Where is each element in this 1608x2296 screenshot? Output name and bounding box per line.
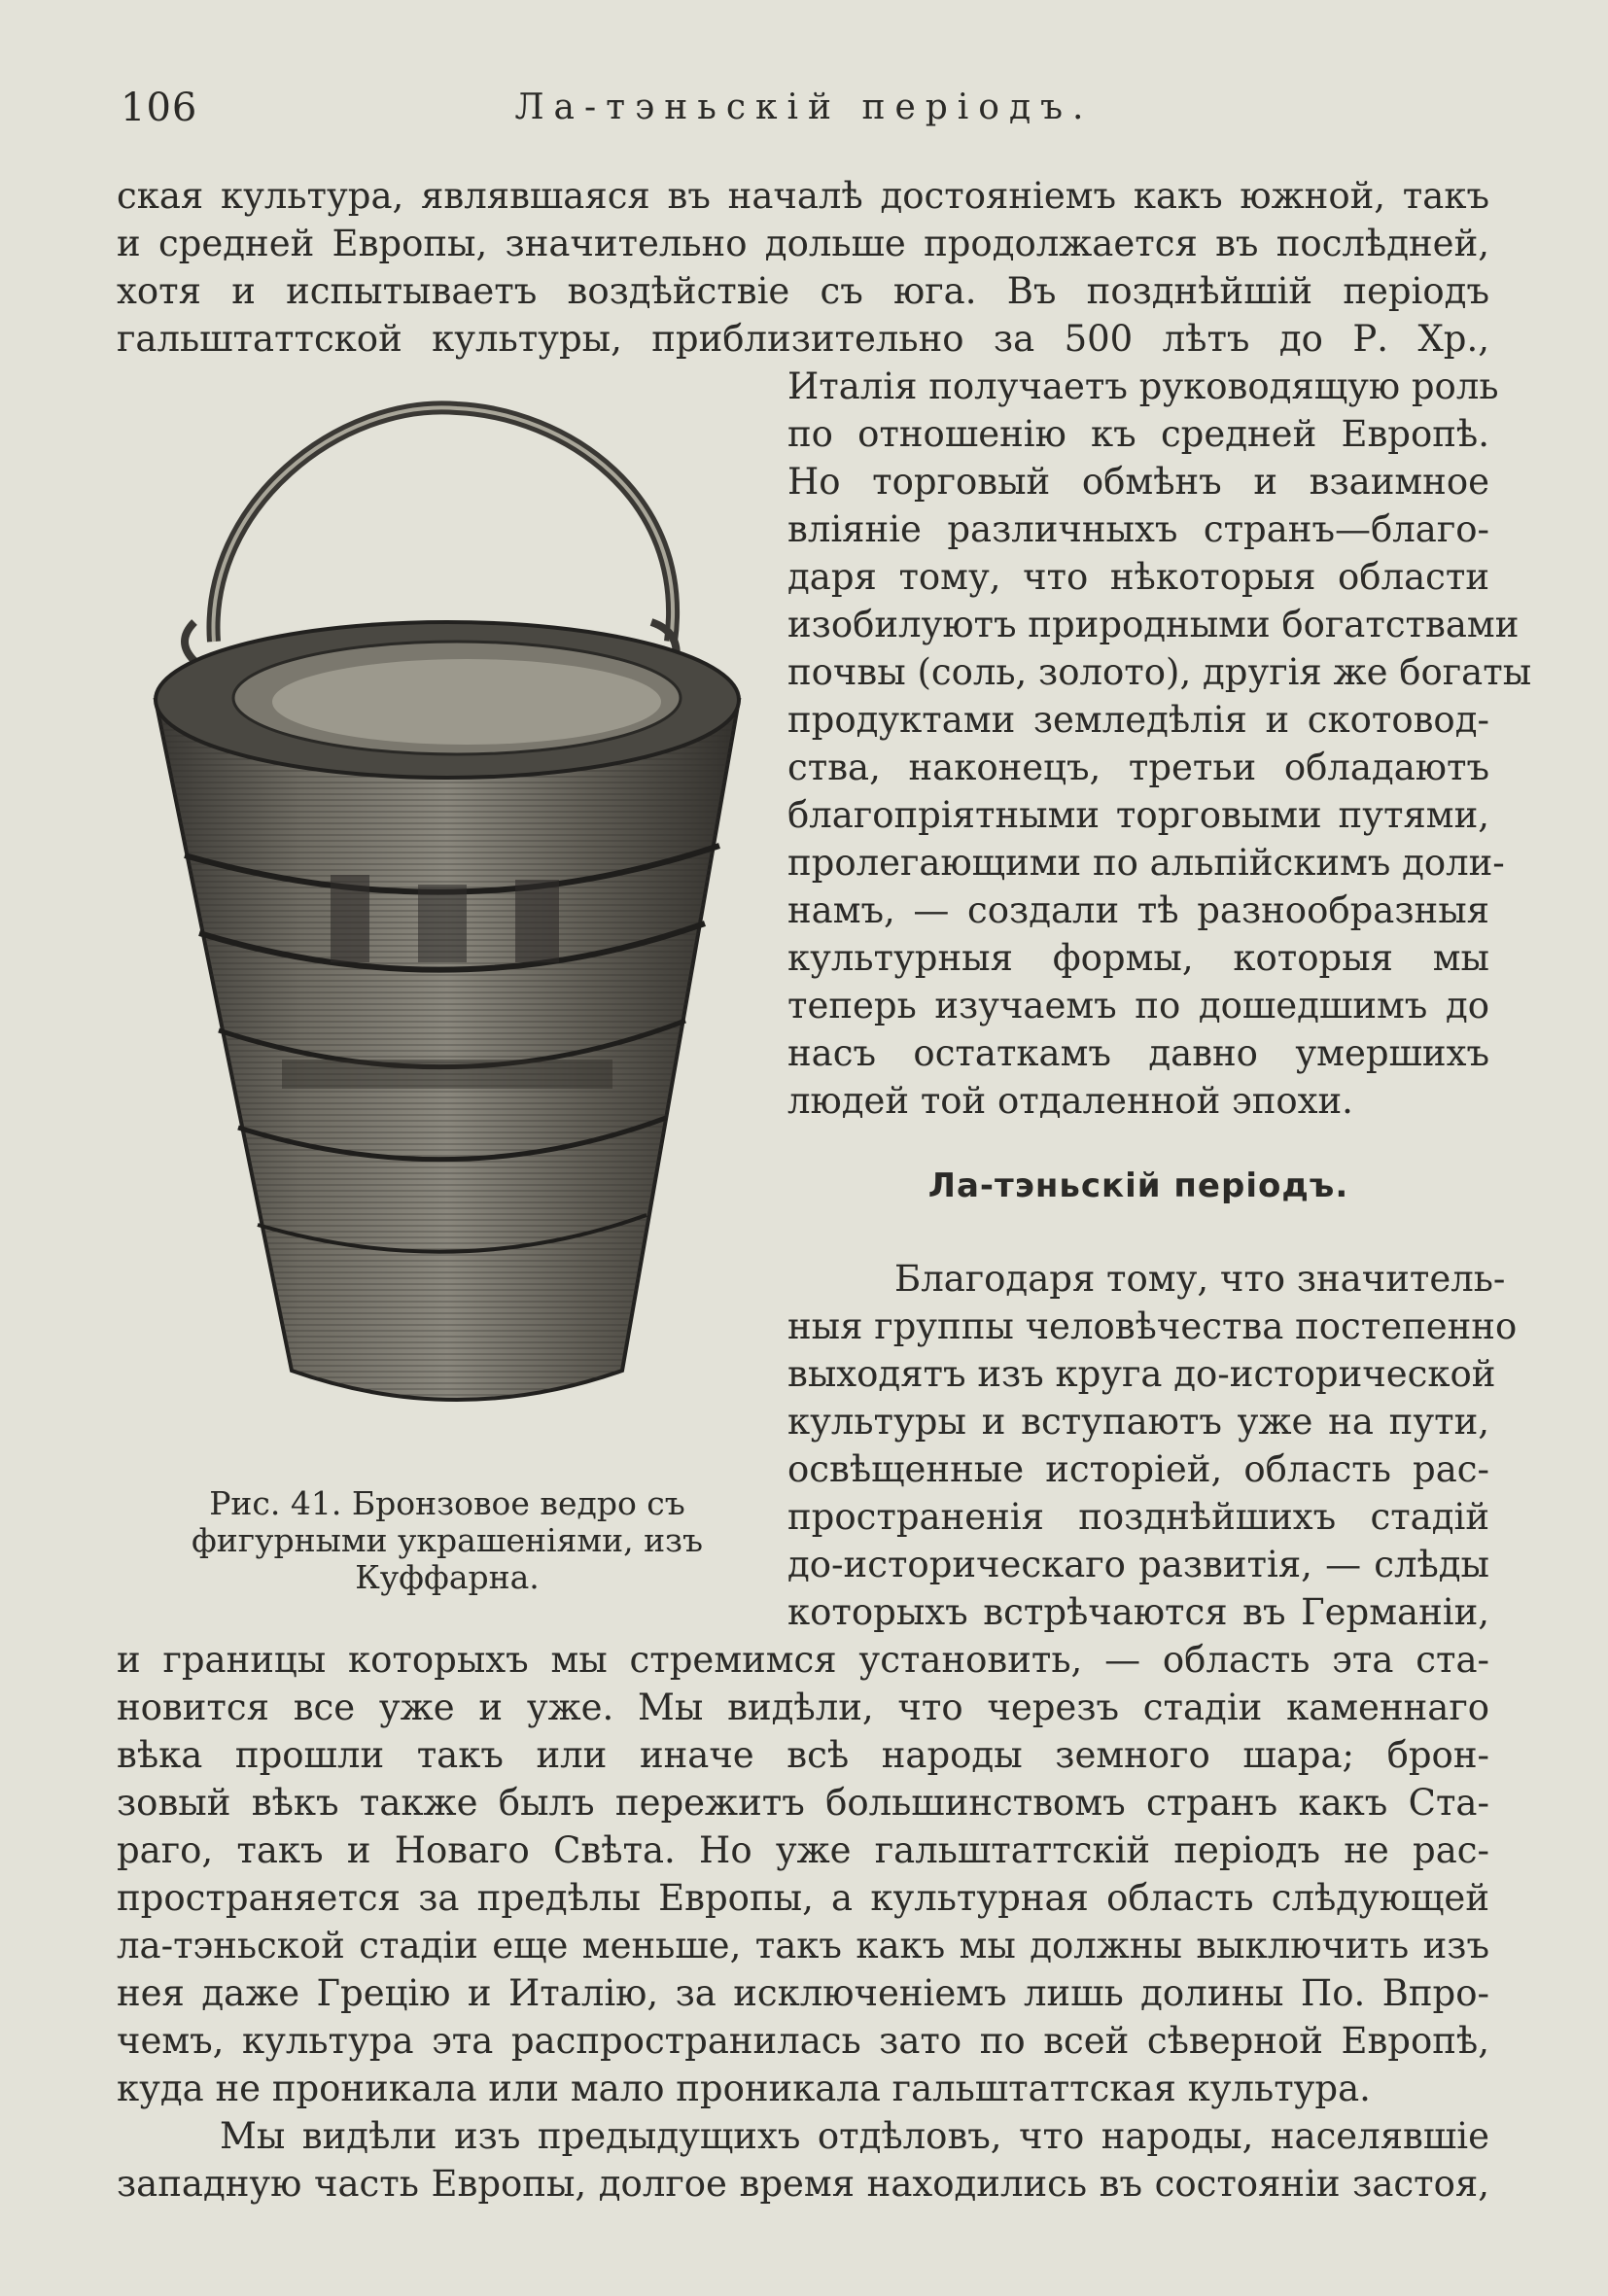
text-line: теперь изучаемъ по дошедшимъ до [787, 985, 1489, 1026]
text-line: и границы которыхъ мы стремимся установить, — область эта ста- [117, 1639, 1489, 1681]
text-line: и средней Европы, значительно дольше продолжается въ послѣдней, [117, 223, 1489, 264]
text-line: продуктами земледѣлія и скотовод- [787, 699, 1489, 741]
text-line: по отношенію къ средней Европѣ. [787, 413, 1489, 455]
figure-caption-line: фигурными украшеніями, изъ [191, 1521, 704, 1559]
running-title: Ла-тэньскій періодъ. [514, 87, 1094, 127]
text-line: культурныя формы, которыя мы [787, 937, 1489, 979]
text-line: Мы видѣли изъ предыдущихъ отдѣловъ, что народы, населявшіе [220, 2115, 1489, 2157]
text-line: пространяется за предѣлы Европы, а культурная область слѣдующей [117, 1877, 1489, 1919]
text-line: ла-тэньской стадіи еще меньше, такъ какъ мы должны выключить изъ [117, 1925, 1489, 1966]
text-line: намъ, — создали тѣ разнообразныя [787, 889, 1489, 931]
text-line: пролегающими по альпійскимъ доли- [787, 842, 1505, 884]
text-line: гальштаттской культуры, приблизительно за 500 лѣтъ до Р. Хр., [117, 318, 1489, 360]
figure-caption-line: Рис. 41. Бронзовое ведро съ [209, 1484, 685, 1522]
text-line: насъ остаткамъ давно умершихъ [787, 1032, 1489, 1074]
text-line: благопріятными торговыми путями, [787, 794, 1489, 836]
text-line: которыхъ встрѣчаются въ Германіи, [787, 1591, 1489, 1633]
text-line: ныя группы человѣчества постепенно [787, 1305, 1518, 1347]
section-heading: Ла-тэньскій періодъ. [927, 1166, 1349, 1205]
text-line: ства, наконецъ, третьи обладаютъ [787, 747, 1489, 788]
text-line: почвы (соль, золото), другія же богаты [787, 651, 1532, 693]
text-line: культуры и вступаютъ уже на пути, [787, 1401, 1489, 1443]
text-line: даря тому, что нѣкоторыя области [787, 556, 1489, 598]
page-number: 106 [121, 86, 198, 130]
text-line: вѣка прошли такъ или иначе всѣ народы земного шара; брон- [117, 1734, 1489, 1776]
text-line: раго, такъ и Новаго Свѣта. Но уже гальштаттскій періодъ не рас- [117, 1829, 1489, 1871]
text-line: Благодаря тому, что значитель- [894, 1258, 1506, 1300]
text-line: хотя и испытываетъ воздѣйствіе съ юга. Въ позднѣйшій періодъ [117, 270, 1489, 312]
text-line: выходятъ изъ круга до-исторической [787, 1353, 1496, 1395]
text-line: Италія получаетъ руководящую роль [787, 365, 1499, 407]
text-line: новится все уже и уже. Мы видѣли, что черезъ стадіи каменнаго [117, 1687, 1489, 1728]
text-line: куда не проникала или мало проникала гальштаттская культура. [117, 2068, 1371, 2109]
text-line: ская культура, являвшаяся въ началѣ достояніемъ какъ южной, такъ [117, 175, 1489, 217]
text-line: изобилуютъ природными богатствами [787, 604, 1520, 645]
text-line: западную часть Европы, долгое время находились въ состояніи застоя, [117, 2163, 1489, 2205]
text-line: освѣщенные исторіей, область рас- [787, 1448, 1489, 1490]
bronze-bucket-illustration [146, 389, 768, 1458]
figure-caption-line: Куффарна. [355, 1558, 540, 1596]
text-line: людей той отдаленной эпохи. [787, 1080, 1353, 1122]
text-line: пространенія позднѣйшихъ стадій [787, 1496, 1489, 1538]
text-line: вліяніе различныхъ странъ—благо- [787, 508, 1489, 550]
text-line: чемъ, культура эта распространилась зато по всей сѣверной Европѣ, [117, 2020, 1489, 2062]
text-line: Но торговый обмѣнъ и взаимное [787, 461, 1489, 503]
text-line: зовый вѣкъ также былъ пережитъ большинствомъ странъ какъ Ста- [117, 1782, 1489, 1824]
text-line: до-историческаго развитія, — слѣды [787, 1544, 1489, 1585]
text-line: нея даже Грецію и Италію, за исключеніемъ лишь долины По. Впро- [117, 1972, 1489, 2014]
